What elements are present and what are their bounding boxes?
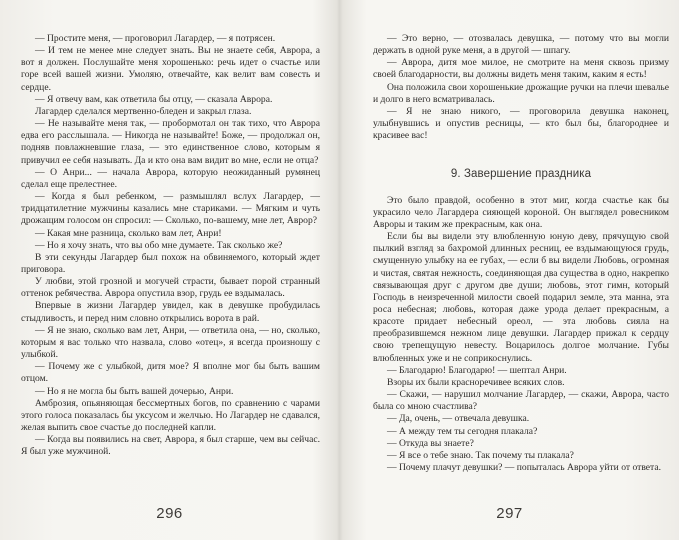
- right-page-top-paragraphs: [373, 33, 669, 142]
- paragraph: — О Анри... — начала Аврора, которую неожиданный румянец сделал еще прелестнее.: [21, 166, 320, 190]
- paragraph: — Почему же с улыбкой, дитя мое? Я вполне мог бы быть вашим отцом.: [21, 361, 320, 385]
- paragraph: Она положила свои хорошенькие дрожащие ручки на плечи шевалье и долго в него всматривалась.: [373, 81, 669, 105]
- paragraph: — Какая мне разница, сколько вам лет, Анри!: [35, 227, 222, 239]
- paragraph: — И тем не менее мне следует знать. Вы не знаете себя, Аврора, а вот я должен. Послушайте меня хорошенько: речь идет о счастье или горе всей вашей жизни. Умоляю, отвечайте, как велит вам совесть и сердце.: [21, 45, 320, 93]
- chapter-heading: 9. Завершение праздника: [450, 168, 592, 181]
- paragraph: — А между тем ты сегодня плакала?: [387, 425, 538, 437]
- right-page-number: 297: [496, 505, 523, 522]
- paragraph: — Я не знаю никого, — проговорила девушка наконец, улыбнувшись и опустив ресницы, — кто был бы, благороднее и красивее вас!: [373, 105, 669, 142]
- paragraph: — Я не знаю, сколько вам лет, Анри, — ответила она, — но, сколько, которым я вас только что назвала, слово «отец», я всегда произношу с улыбкой.: [21, 324, 320, 361]
- paragraph: — Я все о тебе знаю. Так почему ты плакала?: [387, 449, 574, 461]
- paragraph: Если бы вы видели эту влюбленную юную деву, прячущую свой пылкий взгляд за бахромой длинных ресниц, ее вздымающуюся грудь, смущенную улыбку на ее губах, — если б вы видели Любовь, огромная и чистая, святая нежность, соединяющая два существа в одно, накрепко связывающая друг с другом две души; любовь, этот гимн, который Господь в неизреченной милости своей подарил земле, эта манна, эта роса небесная; любовь, которая даже урода делает прекрасным, а красоте придает небесный ореол, — эта любовь сияла на преобразившемся нежном лице девушки. Лагардер прижал к сердцу свою трепещущую невесту. Воцарилось долгое молчание. Губы влюбленных уже и не соприкоснулись.: [373, 231, 669, 364]
- paragraph: — Простите меня, — проговорил Лагардер, — я потрясен.: [35, 33, 276, 44]
- paragraph: — Почему плачут девушки? — попыталась Аврора уйти от ответа.: [387, 462, 662, 473]
- paragraph: — Когда вы появились на свет, Аврора, я был старше, чем вы сейчас. Я был уже мужчиной.: [21, 434, 320, 458]
- paragraph: — Скажи, — нарушил молчание Лагардер, — скажи, Аврора, часто была со мною счастлива?: [373, 389, 669, 413]
- paragraph: У любви, этой грозной и могучей страсти, бывает порой странный оттенок ребячества. Аврора опустила взор, грудь ее вздымалась.: [21, 276, 320, 300]
- paragraph: В эти секунды Лагардер был похож на обвиняемого, который ждет приговора.: [21, 251, 320, 275]
- left-page-number: 296: [156, 505, 183, 522]
- paragraph: Это было правдой, особенно в этот миг, когда счастье как бы украсило чело Лагардера сияющей короной. Он выглядел ровесником Авроры и таким же прекрасным, как она.: [373, 194, 669, 230]
- paragraph: Амброзия, опьяняющая бессмертных богов, по сравнению с чарами этого голоса показалась бы уксусом и желчью. Но Лагардер не сдавался, желая выпить свое счастье до последней капли.: [21, 397, 320, 433]
- paragraph: — Но я хочу знать, что вы обо мне думаете. Так сколько же?: [35, 239, 283, 251]
- paragraph: — Да, очень, — отвечала девушка.: [387, 413, 530, 425]
- left-page: [0, 0, 339, 540]
- paragraph: — Откуда вы знаете?: [387, 437, 474, 449]
- paragraph: — Не называйте меня так, — пробормотал он так тихо, что Аврора едва его расслышала. — Никогда не называйте! Боже, — продолжал он, подняв повлажневшие глаза, — это единственное слово, которым я привучил ее себя называть. Да и кто она вам видит во мне, если не отца?: [21, 118, 320, 166]
- paragraph: — Благодарю! Благодарю! — шептал Анри.: [387, 364, 567, 376]
- paragraph: — Я отвечу вам, как ответила бы отцу, — сказала Аврора.: [35, 93, 273, 105]
- paragraph: — Аврора, дитя мое милое, не смотрите на меня сквозь призму своей благодарности, вы должны видеть меня таким, каким я есть!: [373, 57, 669, 81]
- paragraph: Впервые в жизни Лагардер увидел, как в девушке пробудилась стыдливость, и перед ним словно открылись ворота в рай.: [21, 300, 320, 324]
- right-page-bottom-paragraphs: [373, 195, 669, 475]
- paragraph: — Но я не могла бы быть вашей дочерью, Анри.: [35, 385, 234, 397]
- paragraph: Лагардер сделался мертвенно-бледен и закрыл глаза.: [35, 105, 252, 117]
- paragraph: — Это верно, — отозвалась девушка, — потому что вы могли держать в одной руке меня, а в другой — шпагу.: [373, 33, 669, 57]
- paragraph: — Когда я был ребенком, — размышлял вслух Лагардер, — тридцатилетние мужчины казались мне стариками. — Мягким и чуть дрожащим голосом он спросил: — Сколько, по-вашему, мне лет, Аврор?: [21, 191, 320, 227]
- paragraph: Взоры их были красноречивее всяких слов.: [387, 376, 565, 388]
- right-page: [340, 0, 679, 540]
- left-page-text: [21, 33, 320, 458]
- right-page-text: [373, 33, 669, 474]
